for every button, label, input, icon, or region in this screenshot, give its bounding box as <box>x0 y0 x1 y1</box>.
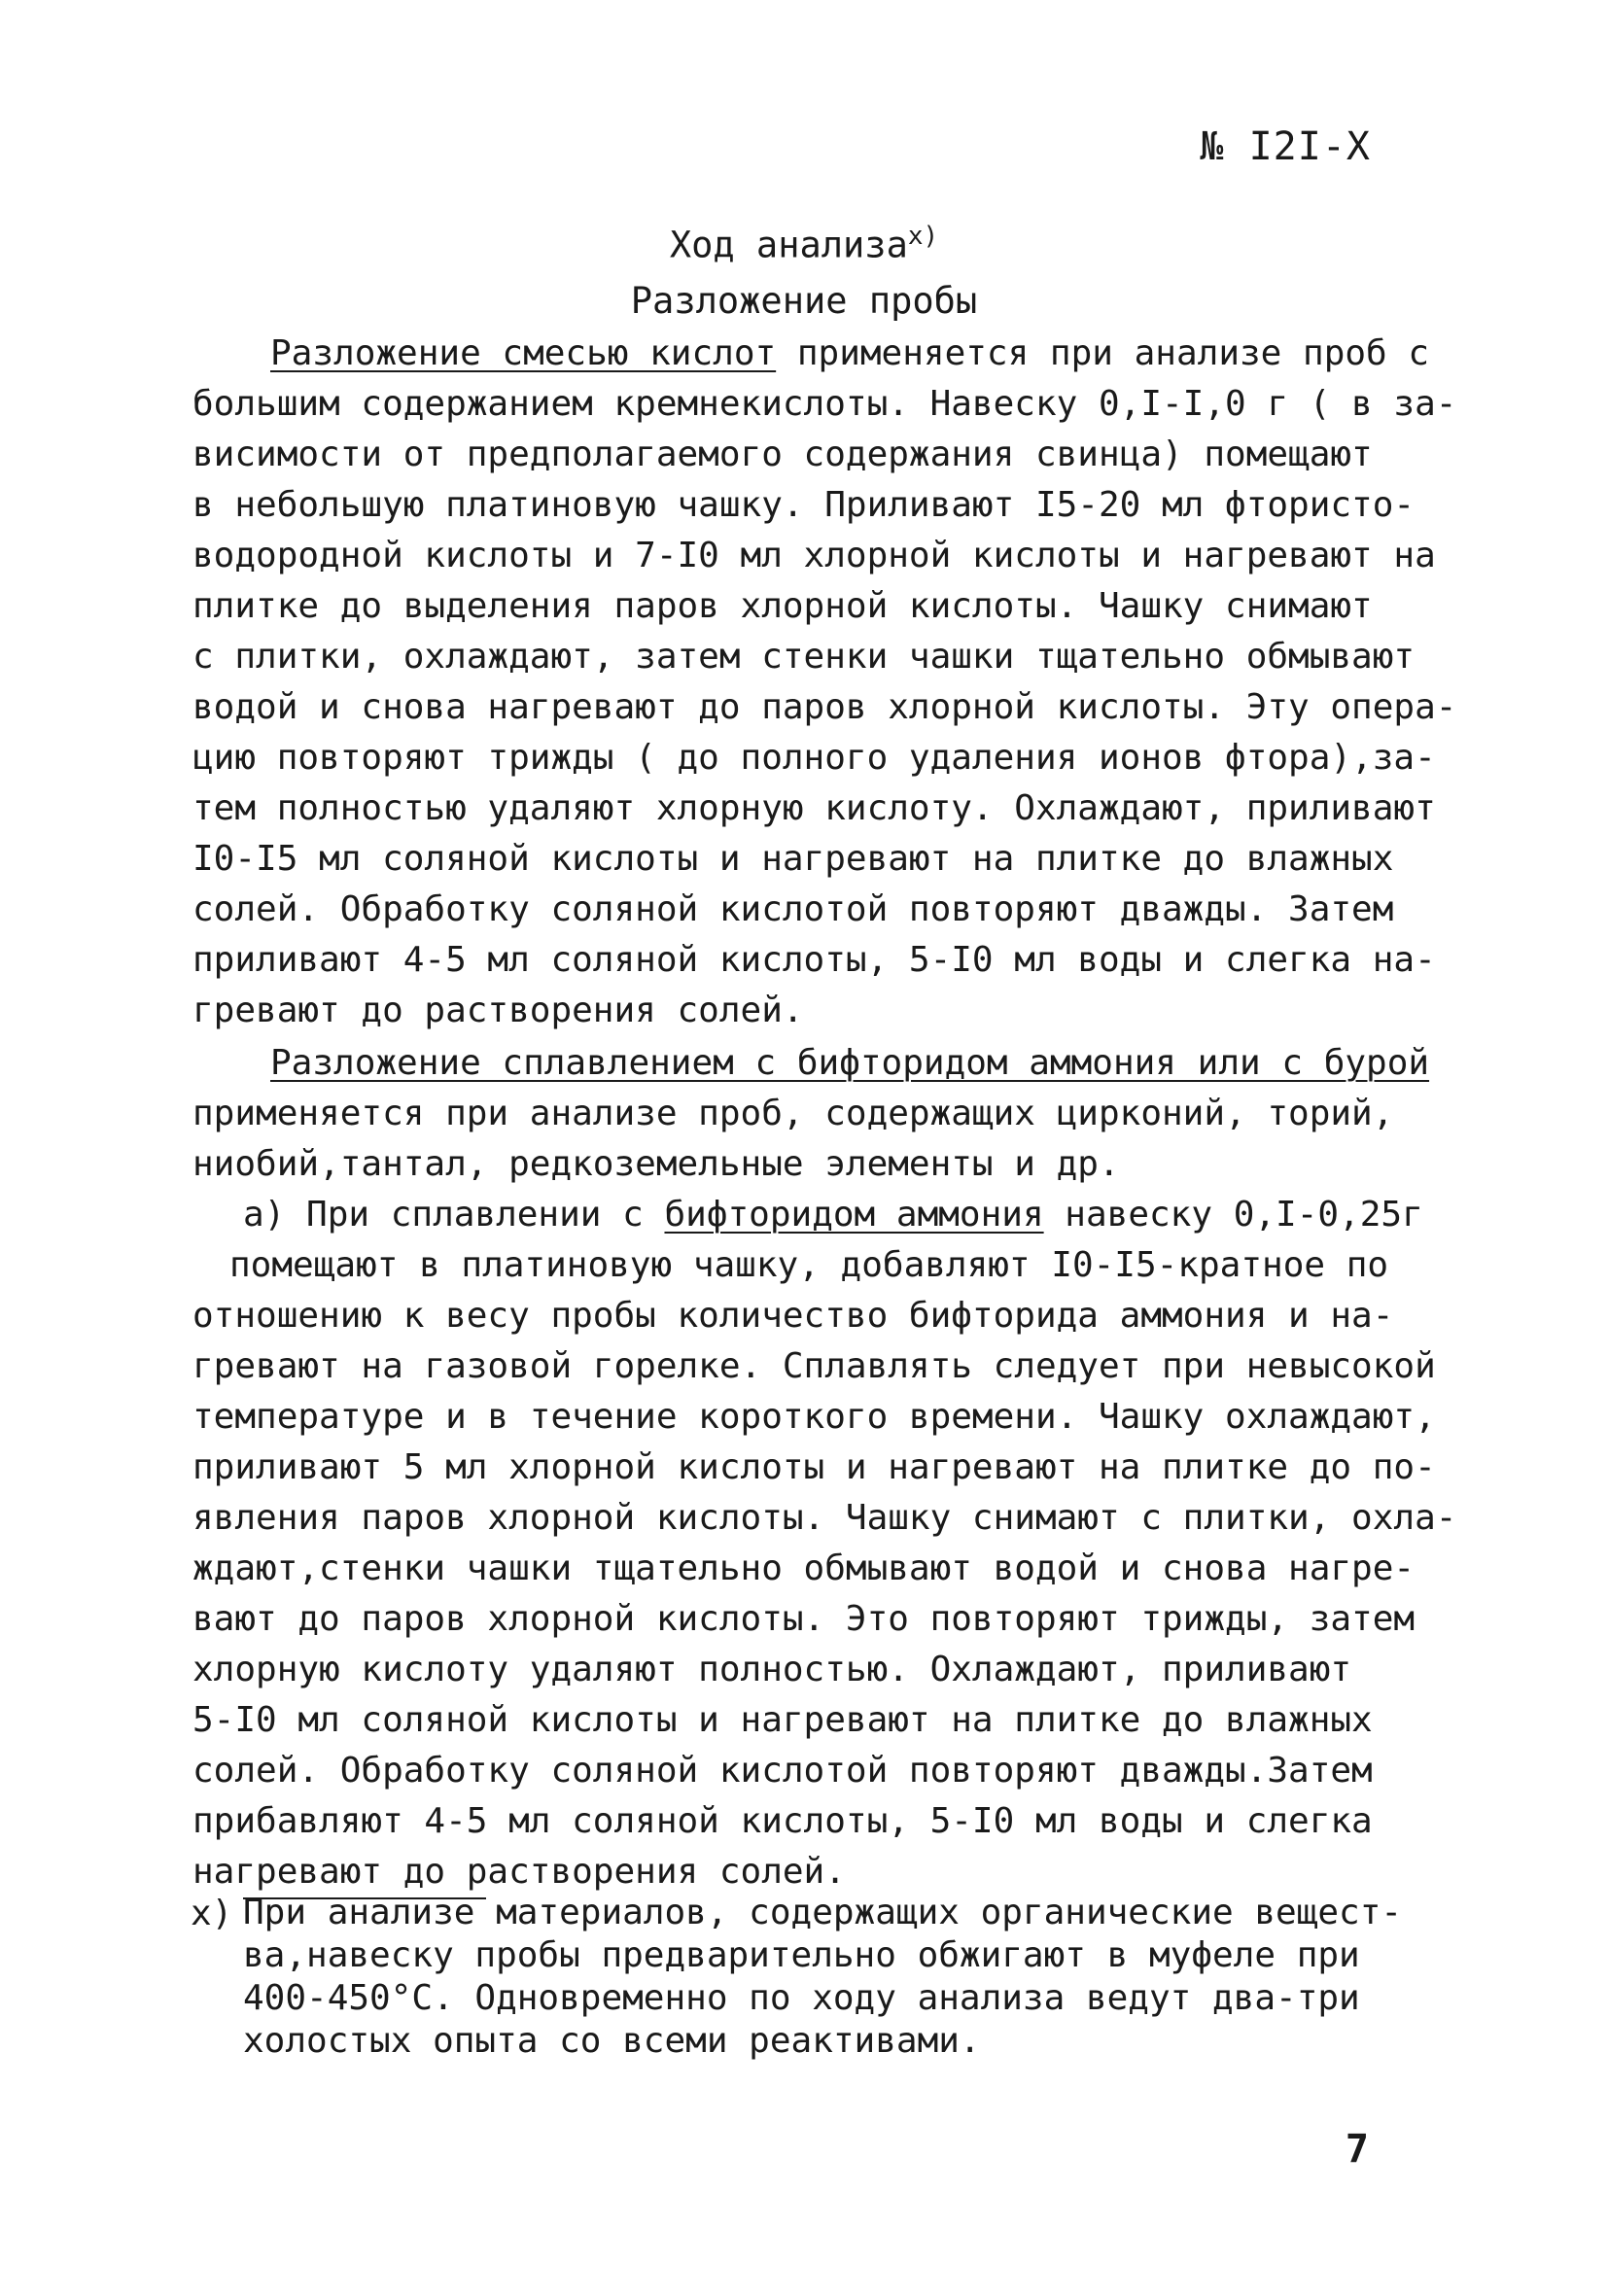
footnote-line: холостых опыта со всеми реактивами. <box>243 2021 981 2061</box>
paragraph-line: водородной кислоты и 7-I0 мл хлорной кислоты и нагревают на <box>192 536 1436 575</box>
paragraph-line: солей. Обработку соляной кислотой повторяют дважды.Затем <box>192 1751 1373 1791</box>
footnote-mark: x) <box>191 1894 233 1933</box>
paragraph-line: висимости от предполагаемого содержания свинца) помещают <box>192 435 1373 474</box>
paragraph-line: тем полностью удаляют хлорную кислоту. Охлаждают, приливают <box>192 788 1436 828</box>
paragraph-line: I0-I5 мл соляной кислоты и нагревают на плитке до влажных <box>192 839 1394 879</box>
underlined-term: Разложение сплавлением с бифторидом аммония или с бурой <box>270 1043 1430 1083</box>
paragraph-line: прибавляют 4-5 мл соляной кислоты, 5-I0 мл воды и слегка <box>192 1801 1373 1841</box>
paragraph-line <box>270 1042 1495 1085</box>
paragraph-line: отношению к весу пробы количество бифторида аммония и на- <box>192 1296 1394 1336</box>
footnote-line: 400-450°С. Одновременно по ходу анализа ведут два-три <box>243 1978 1360 2018</box>
paragraph-line: солей. Обработку соляной кислотой повторяют дважды. Затем <box>192 889 1394 929</box>
document-number: № I2I-X <box>1200 124 1371 169</box>
paragraph-line: нагревают до растворения солей. <box>192 1852 846 1892</box>
section-title-text: Ход анализа <box>669 224 908 266</box>
footnote-line: ва,навеску пробы предварительно обжигают в муфеле при <box>243 1935 1360 1975</box>
paragraph-line: в небольшую платиновую чашку. Приливают I5-20 мл фтористо- <box>192 485 1416 525</box>
paragraph-line: плитке до выделения паров хлорной кислоты. Чашку снимают <box>192 586 1373 626</box>
page-number: 7 <box>1345 2127 1369 2172</box>
footnote-ref: x) <box>907 222 939 251</box>
underlined-term: Разложение смесью кислот <box>270 333 777 373</box>
paragraph-line: помещают в платиновую чашку, добавляют I0-I5-кратное по <box>229 1245 1389 1285</box>
paragraph-line: с плитки, охлаждают, затем стенки чашки тщательно обмывают <box>192 637 1416 677</box>
underlined-term: бифторидом аммония <box>664 1195 1044 1235</box>
paragraph-line: применяется при анализе проб, содержащих цирконий, торий, <box>192 1094 1394 1133</box>
paragraph-line: гревают до растворения солей. <box>192 991 804 1030</box>
section-title <box>0 222 1608 265</box>
paragraph-line <box>270 332 1495 375</box>
paragraph-text: навеску 0,I-0,25г <box>1043 1195 1423 1235</box>
footnote-line: При анализе материалов, содержащих органические вещест- <box>243 1893 1403 1932</box>
paragraph-text: а) При сплавлении с <box>243 1195 665 1235</box>
paragraph-line: гревают на газовой горелке. Сплавлять следует при невысокой <box>192 1346 1436 1386</box>
paragraph-line: большим содержанием кремнекислоты. Навеску 0,I-I,0 г ( в за- <box>192 384 1457 424</box>
paragraph-text: применяется при анализе проб с <box>776 333 1430 373</box>
section-subtitle: Разложение пробы <box>630 280 978 322</box>
paragraph-line: вают до паров хлорной кислоты. Это повторяют трижды, затем <box>192 1599 1416 1639</box>
paragraph-line: ниобий,тантал, редкоземельные элементы и др. <box>192 1144 1120 1184</box>
paragraph-line: ждают,стенки чашки тщательно обмывают водой и снова нагре- <box>192 1548 1416 1588</box>
paragraph-line: цию повторяют трижды ( до полного удаления ионов фтора),за- <box>192 738 1436 778</box>
paragraph-line: 5-I0 мл соляной кислоты и нагревают на плитке до влажных <box>192 1700 1373 1740</box>
paragraph-line: приливают 4-5 мл соляной кислоты, 5-I0 мл воды и слегка на- <box>192 940 1436 980</box>
paragraph-line: температуре и в течение короткого времени. Чашку охлаждают, <box>192 1397 1436 1437</box>
paragraph-line: водой и снова нагревают до паров хлорной кислоты. Эту опера- <box>192 687 1457 727</box>
paragraph-line: явления паров хлорной кислоты. Чашку снимают с плитки, охла- <box>192 1498 1457 1538</box>
paragraph-line <box>243 1194 1468 1236</box>
paragraph-line: хлорную кислоту удаляют полностью. Охлаждают, приливают <box>192 1650 1352 1689</box>
paragraph-line: приливают 5 мл хлорной кислоты и нагревают на плитке до по- <box>192 1447 1436 1487</box>
